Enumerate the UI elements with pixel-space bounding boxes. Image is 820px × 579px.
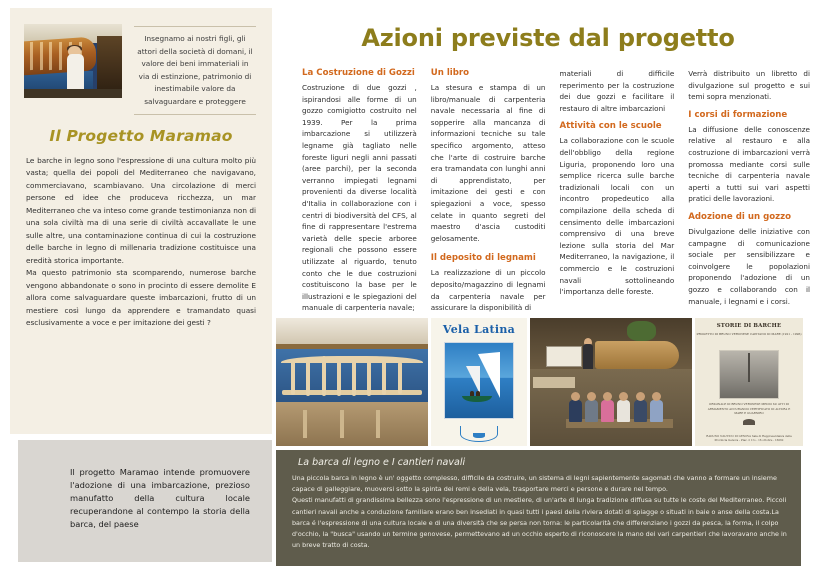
school-workshop-photo	[530, 318, 692, 446]
article-body-continuation-materiali: materiali di difficile reperimento per la costruzione dei due gozzi e facilitare il restauro di altre imbarcazioni	[559, 69, 675, 113]
left-body-text	[24, 155, 258, 330]
page-title: Azioni previste dal progetto	[361, 24, 735, 52]
document-body: ORIGINALE DI BRUNO VERONESE MEDIO SU ATTI DI ARMAMENTO ACCURANDO CERTIFICATO DI ALTURA E MARE E GUARNIRO	[707, 402, 791, 415]
article-column-3	[560, 68, 675, 308]
left-sidebar-panel	[10, 8, 272, 434]
left-gray-callout-box	[18, 440, 272, 562]
quote-text: Insegnamo ai nostri figli, gli attori della società di domani, il valore dei beni immateriali in via di estinzione, patrimonio di inestimabile valore da salvaguardare e proteggere	[137, 34, 253, 106]
bottom-article-panel	[276, 450, 801, 566]
bottom-paragraph-2: Questi manufatti di grandissima bellezza sono l'espressione di un mestiere, di un'arte di lunga tradizione diffusa su tutte le coste del Mediterraneo. Piccoli cantieri navali anche a conduzione familiare erano ben insediati in quasi tutti i paesi della riviera dotati di spiagge o situati in baie o anse della costa.La barca é l'espressione di una cultura locale e di una diversità che se persa non torna: le particolarità che differenziano i gozzi da pesca, la forma, il colpo d'occhio, la "busca" usando un termine genovese, permettevano ad un occhio esperto di riconoscere la mano dei vari carpentieri che lavoravano anche in un breve tratto di costa.	[292, 496, 787, 550]
article-body-attivita-scuole: La collaborazione con le scuole dell'obbligo della regione Liguria, proponendo loro una semplice ricerca sulle barche tradizionali locali con un incontro propedeutico alla compilazione della scheda di censimento delle imbarcazioni comprensivo di una breve lezione sulla storia del Mar Mediterraneo, la navigazione, il commercio e le costruzioni navali sottolineando l'importanza delle foreste.	[559, 136, 675, 297]
project-title: Il Progetto Maramao	[49, 126, 233, 145]
bottom-panel-title: La barca di legno e I cantieri navali	[298, 457, 466, 468]
boat-workshop-child-photo	[24, 24, 122, 98]
bottom-paragraph-1: Una piccola barca in legno è un' oggetto complesso, difficile da costruire, un sistema di legni sapientemente sagomati che vanno a formare un insieme capace di galleggiare, muoversi sotto la spinta dei remi e della vela, trasportare merci e persone e durare nel tempo.	[292, 474, 777, 494]
photo-strip	[276, 318, 803, 446]
article-heading-attivita-scuole: Attività con le scuole	[559, 121, 662, 132]
boat-hull-construction-photo	[276, 318, 428, 446]
quote-rule-bottom	[134, 114, 256, 115]
left-paragraph-1: Le barche in legno sono l'espressione di una cultura molto più vasta; quella dei popoli del Mediterraneo che navigavano, commerciavano, scambiavano. Una circolazione di merci persone ed idee che produceva ricchezza, un mar Mediterraneo che va inteso come grande testimonianza non di una sola civiltà ma di una serie di civiltà accavallate le une sulle altre, una contaminazione continua di cui la costruzione delle barche in legno di millenaria tradizione costituisce una eredità storica importante.	[26, 155, 256, 265]
left-gray-text: Il progetto Maramao intende promuovere l'adozione di una imbarcazione, prezioso manufatto della cultura locale recuperandone al contempo la storia della barca, del paese	[70, 467, 250, 529]
document-title: STORIE DI BARCHE	[716, 323, 782, 329]
article-column-1	[302, 68, 417, 313]
document-footer: RADUNO NAUTICO DI GENOVA Sala di Rappresentanza della Provincia Genova - Piaz. 2 1ro - 16 ottobre - 16062	[706, 434, 792, 442]
article-heading-deposito-legnami: Il deposito di legnami	[430, 253, 536, 264]
article-column-2	[430, 68, 546, 313]
article-heading-costruzione-gozzi: La Costruzione di Gozzi	[302, 68, 415, 78]
document-subtitle: PROGETTO DI BRUNO VERONESE CAPITANO DI MARE (1921 - 1996)	[696, 332, 802, 336]
storie-di-barche-document	[695, 318, 803, 446]
quote-block	[132, 24, 258, 115]
article-column-4	[688, 68, 810, 308]
article-body-deposito-legnami: La realizzazione di un piccolo deposito/magazzino di legnami da carpenteria navale per assicurare la disponibilità di	[430, 268, 546, 313]
article-heading-corsi-formazione: I corsi di formazione	[688, 109, 788, 120]
article-heading-un-libro: Un libro	[430, 68, 470, 78]
article-body-adozione-gozzo: Divulgazione delle iniziative con campagne di comunicazione sociale per sensibilizzare e coinvolgere le popolazioni proponendo l'adozione di un gozzo e collaborando con il manuale, i legnami e i corsi.	[688, 226, 810, 306]
vela-latina-poster-title: Vela Latina	[442, 323, 516, 336]
article-heading-adozione-gozzo: Adozione di un gozzo	[688, 211, 792, 222]
vela-latina-poster	[431, 318, 527, 446]
article-body-un-libro: La stesura e stampa di un libro/manuale di carpenteria navale necessaria al fine di sopperire alla mancanza di informazioni tecniche su tale specifico argomento, atteso che l'arte di costruire barche era tramandata con lunghi anni di apprendistato, per imitazione dei gesti e con spiegazioni a voce, spesso celate in quanto segreti del maestro d'ascia custoditi gelosamente.	[430, 83, 546, 243]
article-body-costruzione-gozzi: Costruzione di due gozzi , ispirandosi alle forme di un gozzo comigiotto costruito nel 1939. Per la prima imbarcazione si utilizzerà legname già tagliato nelle foreste liguri negli anni passati (aree parchi), per la seconda verranno impiegati legnami provenienti da diverse località d'Italia in collaborazione con i centri di biodiversità del CFS, al fine di rappresentare l'estrema varietà delle specie arboree regionali che possono essere utilizzate al riguardo, tenuto conto che le due costruzioni costituiscono la base per le illustrazioni e le spiegazioni del manuale di carpenteria navale;	[302, 83, 417, 313]
article-body-corsi-formazione: La diffusione delle conoscenze relative al restauro e alla costruzione di imbarcazioni verrà promossa mediante corsi sulle tecniche di carpenteria navale aperti a tutti sui vari aspetti pratici delle lavorazioni.	[688, 124, 810, 204]
bottom-panel-text	[276, 473, 801, 551]
article-body-continuation-libretto: Verrà distribuito un libretto di divulgazione sul progetto e sui temi sopra menzionati.	[688, 69, 810, 102]
article-columns	[302, 68, 810, 313]
left-paragraph-2: Ma questo patrimonio sta scomparendo, numerose barche vengono abbandonate o sono in procinto di essere demolite E allora come salvaguardare queste imbarcazioni, frutto di un mestiere così lungo da apprendere e tramandato quasi esclusivamente a voce e per imitazione dei gesti ?	[26, 268, 256, 328]
